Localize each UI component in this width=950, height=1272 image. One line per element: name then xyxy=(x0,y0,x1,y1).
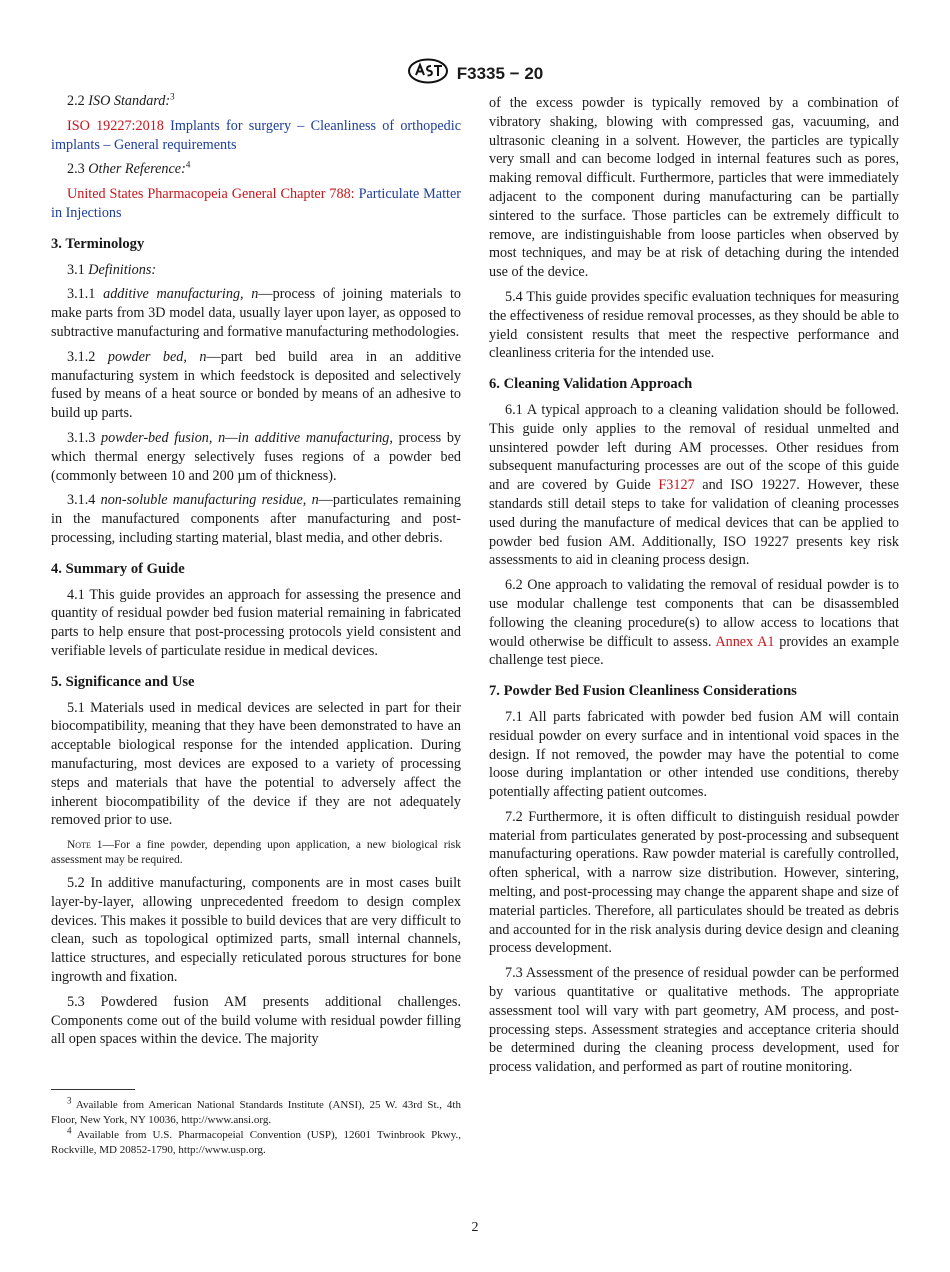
heading-cleaning-validation: 6. Cleaning Validation Approach xyxy=(489,376,693,393)
section-7-3: 7.3 Assessment of the presence of residual powder can be performed by various quantitative or qualitative methods. The appropriate assessment tool will vary with part geometry, AM process, and post-processing steps. Assessment strategies and acceptance criteria should be determined during the cleaning process development, used for process validation, and performed as part of routine monitoring. xyxy=(489,965,899,1076)
section-2-3: 2.3 Other Reference:$^4$ xyxy=(67,159,191,178)
page-number: 2 xyxy=(471,1220,479,1235)
definition-3-1-4: 3.1.4 non-soluble manufacturing residue, n—particulates remaining in the manufactured components after manufacturing and post-processing, including starting material, blast media, and other debris. xyxy=(51,492,461,546)
section-6-2: 6.2 One approach to validating the removal of residual powder is to use modular challenge test components that can be disassembled following the cleaning procedure(s) to allow access to locations that would otherwise be difficult to assess. Annex A1 provides an example challenge test piece. xyxy=(489,577,899,669)
section-2-2: 2.2 ISO Standard:$^3$ xyxy=(67,91,175,109)
heading-terminology: 3. Terminology xyxy=(51,235,145,252)
document-designation: F3335 − 20 xyxy=(456,63,544,83)
iso-reference xyxy=(51,117,461,155)
section-7-2: 7.2 Furthermore, it is often difficult to distinguish residual powder material from particulates generated by post-processing and subsequent manufacturing operations. Raw powder material is carefully controlled, often spherical, with a narrow size distribution. However, sintering, melting, and post-processing may change the apparent shape and size of material particles. Therefore, all particulates should be treated as debris and accounted for in the risk analysis during device design and cleaning process development. xyxy=(489,808,899,957)
note-1: Note 1—For a fine powder, depending upon application, a new biological risk assessment may be required. xyxy=(51,839,461,867)
heading-summary: 4. Summary of Guide xyxy=(51,560,185,577)
astm-logo-icon xyxy=(407,58,449,89)
section-5-4: 5.4 This guide provides specific evaluation techniques for measuring the effectiveness of residue removal processes, as they should be able to yield consistent results that meet the respective performance and cleanliness criteria for the intended use. xyxy=(489,288,899,362)
section-5-1: 5.1 Materials used in medical devices are selected in part for their biocompatibility, meaning that they have been demonstrated to have an acceptable biological response for the intended application. During manufacturing, most devices are exposed to a variety of processing steps and materials that have the potential to adversely affect the inherent biocompatibility of the device if they are not adequately removed prior to use. xyxy=(51,699,461,829)
section-4-1: 4.1 This guide provides an approach for assessing the presence and quantity of residual powder bed fusion material remaining in fabricated parts to help ensure that post-processing protocols yield consistent and verifiable levels of particulate residue in medical devices. xyxy=(51,586,461,659)
footnote-3: $^3$ Available from American National Standards Institute (ANSI), 25 W. 43rd St., 4th Floor, New York, NY 10036, http://www.ansi.org. xyxy=(51,1095,461,1126)
footnote-4: $^4$ Available from U.S. Pharmacopeial Convention (USP), 12601 Twinbrook Pkwy., Rockville, MD 20852-1790, http://www.usp.org. xyxy=(51,1125,461,1156)
definition-3-1-1: 3.1.1 additive manufacturing, n—process of joining materials to make parts from 3D model data, usually layer upon layer, as opposed to subtractive manufacturing and formative manufacturing methodologies. xyxy=(51,286,462,340)
iso-title-link[interactable]: Implants for surgery – Cleanliness of orthopedic implants – General requirements xyxy=(51,117,461,153)
usp-reference xyxy=(51,185,461,223)
section-5-3: 5.3 Powdered fusion AM presents additional challenges. Components come out of the build volume with residual powder filling all open spaces within the device. The majority xyxy=(51,993,461,1048)
section-5-2: 5.2 In additive manufacturing, components are in most cases built layer-by-layer, allowing unprecedented freedom to design complex devices. This makes it possible to build devices that are very difficult to clean, such as topological optimized parts, small internal channels, lattice structures, and especially reticulated porous structures for bone ingrowth and fixation. xyxy=(51,875,461,986)
usp-link[interactable]: United States Pharmacopeia General Chapter 788: xyxy=(67,186,355,203)
iso-code-link[interactable]: ISO 19227:2018 xyxy=(67,117,164,134)
right-column xyxy=(489,94,899,1083)
annex-a1-link[interactable]: Annex A1 xyxy=(715,633,775,650)
left-column xyxy=(51,92,461,1158)
section-3-1: 3.1 Definitions: xyxy=(67,261,157,278)
heading-significance: 5. Significance and Use xyxy=(51,673,195,690)
section-6-1: 6.1 A typical approach to a cleaning validation should be followed. This guide only applies to the removal of residual unmelted and unsintered powder left during AM processes. Other residues from subsequent manufacturing processes are out of the scope of this guide and are covered by Guide F3127 and ISO 19227. However, these standards still detail steps to take for validation of cleaning processes used during the manufacture of medical devices that can be applied to powder bed fusion AM. Additionally, ISO 19227 presents key risk assessments to aid in cleaning process design. xyxy=(489,401,900,569)
section-7-1: 7.1 All parts fabricated with powder bed fusion AM will contain residual powder on every surface and in intentional void spaces in the design. If not removed, the powder may have the potential to come loose during implantation or other intended use conditions, thereby potentially affecting patient outcomes. xyxy=(489,708,899,801)
footnote-divider xyxy=(51,1089,135,1090)
section-5-3-continued: of the excess powder is typically removed by a combination of vibratory shaking, blowing with compressed gas, vacuuming, and ultrasonic cleaning in a solvent. However, the particles are typically very small and can become lodged in internal features such as pores, making removal difficult. Furthermore, particles that were immediately adjacent to the component during manufacturing can be partially sintered to the surface. Those particles can be extremely difficult to remove, are indistinguishable from loose particles when observed by most techniques, and may be at risk of detaching during the intended use of the device. xyxy=(489,95,899,281)
usp-title-link[interactable]: Particulate Matter in Injections xyxy=(51,186,462,221)
f3127-link[interactable]: F3127 xyxy=(658,477,695,494)
definition-3-1-2: 3.1.2 powder bed, n—part bed build area in an additive manufacturing system in which feedstock is deposited and selectively fused by means of a heat source or bonded by means of an adhesive to build up parts. xyxy=(51,348,461,422)
page-header xyxy=(0,58,950,89)
heading-cleanliness-considerations: 7. Powder Bed Fusion Cleanliness Considerations xyxy=(489,683,797,700)
definition-3-1-3: 3.1.3 powder-bed fusion, n—in additive manufacturing, process by which thermal energy selectively fuses regions of a powder bed (commonly between 10 and 200 µm of thickness). xyxy=(51,429,462,484)
